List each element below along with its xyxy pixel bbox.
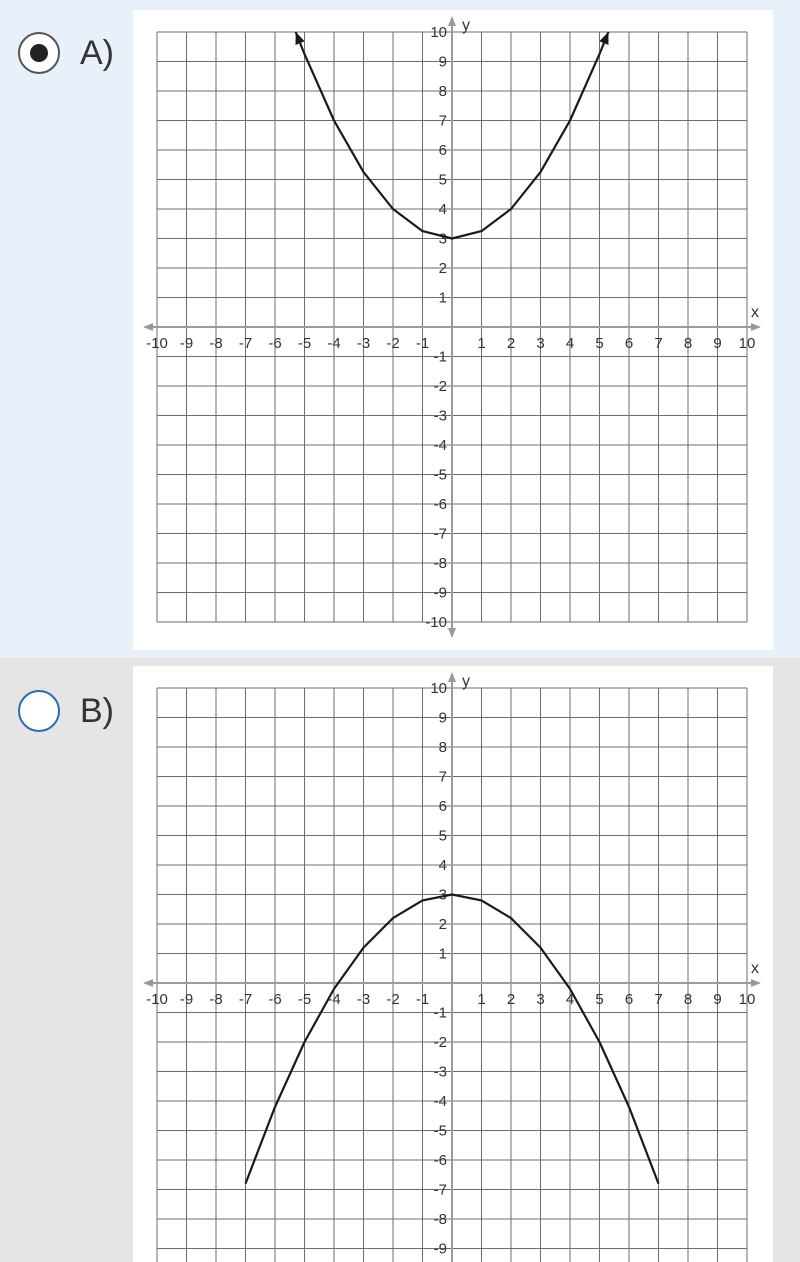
y-tick-label: 1 [438, 945, 447, 963]
x-tick-label: 5 [595, 991, 604, 1008]
x-tick-label: -1 [415, 991, 430, 1008]
y-tick-label: 6 [438, 798, 447, 815]
y-tick-label: 7 [438, 768, 447, 786]
x-tick-label: 8 [683, 335, 693, 352]
x-axis-label: x [751, 304, 759, 321]
y-axis-arrow-down [448, 628, 456, 638]
x-tick-label: 4 [565, 335, 575, 352]
y-tick-label: -2 [433, 378, 447, 395]
chart-b [133, 666, 773, 1262]
x-axis-arrow-right [751, 979, 761, 987]
graph-card-a [133, 10, 773, 650]
y-tick-label: 7 [438, 112, 447, 130]
y-tick-label: 8 [438, 83, 447, 100]
y-tick-label: 9 [438, 53, 447, 71]
y-tick-label: -9 [433, 1240, 447, 1258]
x-tick-label: -4 [327, 991, 341, 1008]
x-tick-label: -10 [146, 991, 168, 1008]
x-tick-label: -9 [179, 335, 194, 352]
x-tick-label: 6 [624, 335, 634, 352]
answer-option-b[interactable] [0, 658, 800, 1262]
y-tick-label: -1 [433, 1004, 447, 1022]
x-tick-label: 10 [738, 991, 756, 1008]
radio-selected-dot [30, 44, 48, 62]
x-tick-label: 6 [624, 991, 634, 1008]
x-tick-label: 5 [595, 335, 604, 352]
x-tick-label: -5 [297, 335, 312, 352]
y-axis-label: y [462, 673, 470, 690]
y-tick-label: -4 [433, 437, 447, 454]
y-axis-arrow-up [448, 16, 456, 26]
y-axis-label: y [462, 17, 470, 34]
x-tick-label: -7 [238, 335, 253, 352]
y-tick-label: 5 [438, 827, 447, 845]
y-tick-label: 1 [438, 289, 447, 307]
x-tick-label: 7 [654, 991, 663, 1008]
x-tick-label: -8 [209, 335, 223, 352]
y-tick-label: -2 [433, 1034, 447, 1051]
y-tick-label: 3 [438, 886, 447, 904]
y-tick-label: -10 [425, 614, 447, 631]
x-tick-label: -9 [179, 991, 194, 1008]
y-tick-label: 10 [430, 680, 447, 697]
x-tick-label: 1 [477, 335, 486, 352]
x-tick-label: -2 [386, 991, 400, 1008]
curve-end-arrow [599, 32, 608, 45]
x-tick-label: -1 [415, 335, 430, 352]
x-tick-label: -5 [297, 991, 312, 1008]
y-tick-label: -5 [433, 1122, 447, 1140]
radio-button-a[interactable] [18, 32, 60, 74]
y-axis-arrow-up [448, 672, 456, 682]
x-tick-label: -8 [209, 991, 223, 1008]
x-tick-label: 9 [713, 991, 722, 1008]
y-tick-label: 10 [430, 24, 447, 41]
y-tick-label: -3 [433, 407, 447, 425]
y-tick-label: 4 [438, 201, 447, 218]
x-tick-label: 2 [506, 335, 516, 352]
y-tick-label: -3 [433, 1063, 447, 1081]
x-axis-arrow-left [143, 979, 153, 987]
x-axis-label: x [751, 960, 759, 977]
x-tick-label: -7 [238, 991, 253, 1008]
x-tick-label: 8 [683, 991, 693, 1008]
x-tick-label: 7 [654, 335, 663, 352]
y-tick-label: 5 [438, 171, 447, 189]
x-tick-label: -4 [327, 335, 341, 352]
y-tick-label: -6 [433, 1152, 447, 1169]
x-tick-label: -3 [356, 991, 371, 1008]
y-tick-label: 2 [438, 260, 447, 277]
chart-a [133, 10, 773, 650]
y-tick-label: -4 [433, 1093, 447, 1110]
x-tick-label: 1 [477, 991, 486, 1008]
y-tick-label: 6 [438, 142, 447, 159]
x-tick-label: -3 [356, 335, 371, 352]
x-axis-arrow-right [751, 323, 761, 331]
y-tick-label: -6 [433, 496, 447, 513]
y-tick-label: 9 [438, 709, 447, 727]
y-tick-label: -5 [433, 466, 447, 484]
y-tick-label: -8 [433, 1211, 447, 1228]
x-tick-label: -6 [268, 991, 282, 1008]
x-tick-label: 3 [536, 335, 545, 352]
y-tick-label: -7 [433, 525, 447, 543]
x-tick-label: 2 [506, 991, 516, 1008]
y-tick-label: -9 [433, 584, 447, 602]
y-tick-label: -1 [433, 348, 447, 366]
x-tick-label: 4 [565, 991, 575, 1008]
graph-card-b [133, 666, 773, 1262]
y-tick-label: 8 [438, 739, 447, 756]
option-label-b: B) [80, 692, 114, 730]
x-tick-label: 9 [713, 335, 722, 352]
x-tick-label: -2 [386, 335, 400, 352]
radio-button-b[interactable] [18, 690, 60, 732]
x-tick-label: 3 [536, 991, 545, 1008]
y-tick-label: -7 [433, 1181, 447, 1199]
x-tick-label: -10 [146, 335, 168, 352]
x-tick-label: 10 [738, 335, 756, 352]
x-axis-arrow-left [143, 323, 153, 331]
y-tick-label: 3 [438, 230, 447, 248]
y-tick-label: 4 [438, 857, 447, 874]
option-label-a: A) [80, 34, 114, 72]
x-tick-label: -6 [268, 335, 282, 352]
y-tick-label: -8 [433, 555, 447, 572]
y-tick-label: 2 [438, 916, 447, 933]
curve-end-arrow [296, 32, 305, 45]
